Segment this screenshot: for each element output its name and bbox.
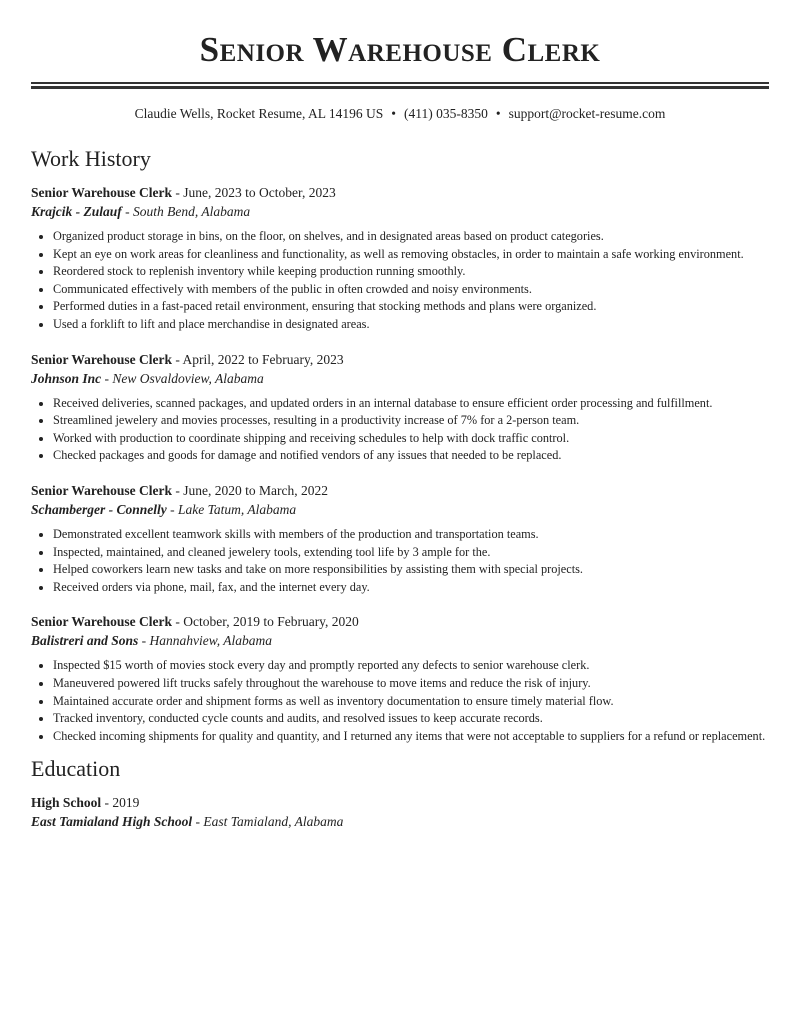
job-dates: - April, 2022 to February, 2023 [172,351,344,367]
job-bullet: • Demonstrated excellent teamwork skills with members of the production and transportation teams. [53,526,769,544]
job-header [31,612,769,631]
job-employer: Krajcik - Zulauf [31,204,122,219]
job-bullet: • Performed duties in a fast-paced retail environment, ensuring that stocking methods and plans were organized. [53,298,769,316]
contact-separator: • [391,106,396,121]
education-header [31,793,769,812]
job-bullets [31,228,769,334]
education-school-line [31,812,769,832]
job-bullet: • Received orders via phone, mail, fax, and the internet every day. [53,579,769,597]
job-employer: Balistreri and Sons [31,633,139,649]
contact-separator: • [495,106,501,121]
education-year: - 2019 [101,795,140,811]
job-bullet: • Kept an eye on work areas for cleanliness and functionality, as well as removing obstacles, in order to maintain a safe working environment. [53,246,769,264]
education-school: East Tamialand High School [31,814,193,830]
header-divider [31,82,769,89]
contact-email: support@rocket-resume.com [508,106,666,121]
job-title: Senior Warehouse Clerk [31,185,173,200]
job-title: Senior Warehouse Clerk [31,614,173,630]
job-bullet: • Reordered stock to replenish inventory while keeping production running smoothly. [53,263,769,281]
job-entry [31,481,769,596]
job-bullet: • Checked packages and goods for damage and notified vendors of any issues that needed to be replaced. [53,447,769,465]
job-header [31,183,769,202]
job-title: Senior Warehouse Clerk [31,351,173,367]
job-bullet: • Tracked inventory, conducted cycle counts and audits, and resolved issues to keep accurate records. [53,710,769,728]
job-bullet: • Maneuvered powered lift trucks safely throughout the warehouse to move items and reduce the risk of injury. [53,675,769,693]
job-bullets [31,657,769,745]
job-entry [31,183,769,334]
education-degree: High School [31,795,102,811]
job-bullet: • Checked incoming shipments for quality and quantity, and I returned any items that were not acceptable to suppliers for a refund or replacement. [53,728,769,746]
job-bullet: • Used a forklift to lift and place merchandise in designated areas. [53,316,769,334]
job-bullet: • Inspected $15 worth of movies stock every day and promptly reported any defects to senior warehouse clerk. [53,657,769,675]
education-heading: Education [31,756,121,782]
job-employer-line [31,369,769,389]
education-location: - East Tamialand, Alabama [192,814,344,830]
job-employer: Johnson Inc [31,370,102,386]
job-header [31,350,769,369]
job-bullet: • Communicated effectively with members of the public in often crowded and noisy environments. [53,281,769,299]
job-location: - Hannahview, Alabama [138,633,273,649]
job-location: - Lake Tatum, Alabama [166,501,297,517]
job-bullet: • Maintained accurate order and shipment forms as well as inventory documentation to ensure timely material flow. [53,693,769,711]
job-header [31,481,769,500]
job-title: Senior Warehouse Clerk [31,482,173,498]
job-location: - New Osvaldoview, Alabama [101,370,264,386]
job-bullet: • Inspected, maintained, and cleaned jewelery tools, extending tool life by 3 ample for the. [53,544,769,562]
resume-title: Senior Warehouse Clerk [199,30,601,69]
job-dates: - June, 2023 to October, 2023 [172,185,336,200]
resume-page [31,0,769,832]
contact-phone: (411) 035-8350 [404,106,488,121]
job-bullets [31,526,769,596]
job-bullet: • Helped coworkers learn new tasks and take on more responsibilities by assisting them with special projects. [53,561,769,579]
job-dates: - June, 2020 to March, 2022 [172,482,328,498]
job-bullet: • Received deliveries, scanned packages, and updated orders in an internal database to ensure efficient order processing and fulfillment. [53,395,769,413]
job-entry [31,350,769,465]
job-employer-line [31,631,769,651]
job-bullet: • Streamlined jewelery and movies processes, resulting in a productivity increase of 7% for a 2-person team. [53,412,769,430]
contact-line [31,105,769,123]
job-employer-line [31,500,769,520]
job-bullet: • Worked with production to coordinate shipping and receiving schedules to help with dock traffic control. [53,430,769,448]
job-employer: Schamberger - Connelly [31,501,167,517]
job-dates: - October, 2019 to February, 2020 [172,614,359,630]
job-bullet: • Organized product storage in bins, on the floor, on shelves, and in designated areas based on product categories. [53,228,769,246]
job-location: - South Bend, Alabama [121,204,251,219]
job-employer-line [31,202,769,222]
job-entry [31,612,769,745]
contact-address: Claudie Wells, Rocket Resume, AL 14196 US [134,106,384,121]
education-entry [31,793,769,832]
job-bullets [31,395,769,465]
work-history-heading: Work History [31,146,151,171]
